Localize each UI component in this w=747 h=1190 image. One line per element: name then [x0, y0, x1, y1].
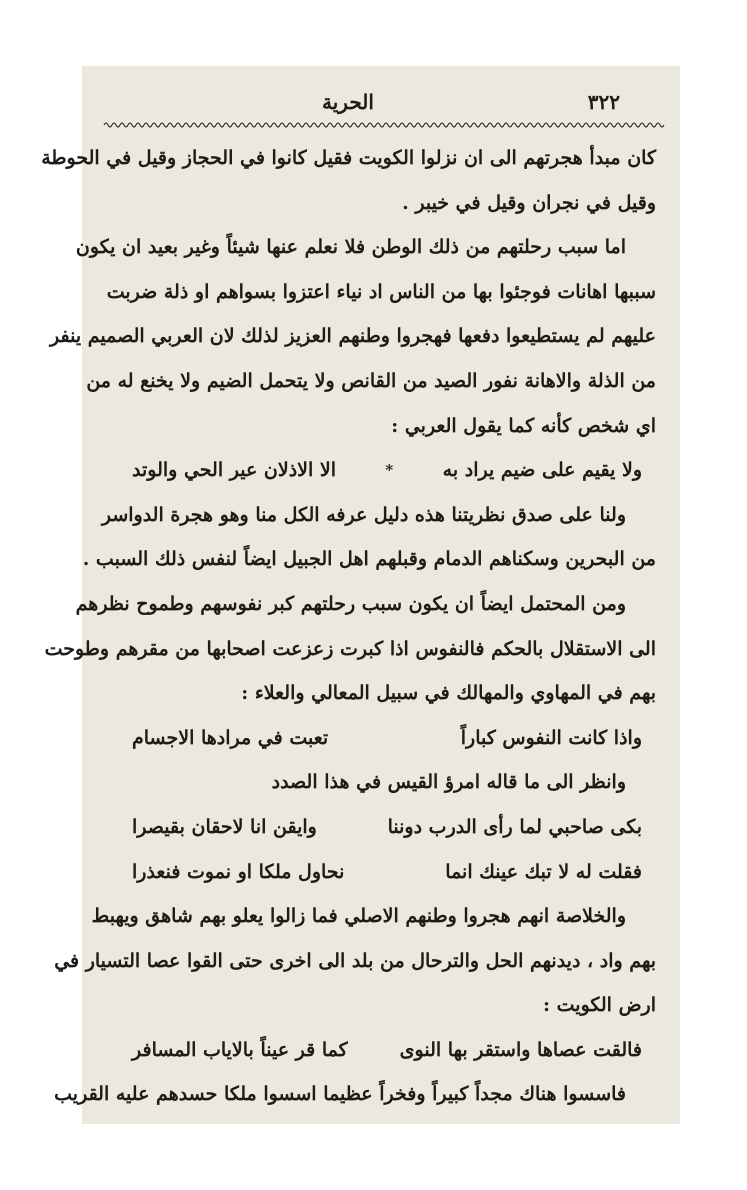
- text-line: كان مبدأ هجرتهم الى ان نزلوا الكويت فقيل كانوا في الحجاز وقيل في الحوطة: [41, 147, 656, 169]
- text-line: ومن المحتمل ايضاً ان يكون سبب رحلتهم كبر نفوسهم وطموح نظرهم: [75, 592, 626, 615]
- poem-verse: [108, 716, 656, 761]
- verse-second-hemistich: الا الاذلان عير الحي والوتد: [132, 459, 336, 482]
- verse-second-hemistich: تعبت في مرادها الاجسام: [132, 726, 329, 749]
- text-line: سببها اهانات فوجئوا بها من الناس اد نياء اعتزوا بسواهم او ذلة ضربت: [106, 280, 656, 303]
- page-header: [82, 88, 680, 118]
- text-line: من الذلة والاهانة نفور الصيد من القانص ولا يتحمل الضيم ولا يخنع له من: [86, 369, 656, 392]
- text-line: ارض الكويت :: [543, 994, 656, 1017]
- verse-first-hemistich: فقلت له لا تبك عينك انما: [445, 860, 642, 883]
- verse-second-hemistich: وايقن انا لاحقان بقيصرا: [132, 815, 317, 838]
- page-number: ٣٢٢: [587, 90, 620, 114]
- text-line: اي شخص كأنه كما يقول العربي :: [391, 414, 656, 437]
- text-line: وقيل في نجران وقيل في خيبر .: [402, 191, 656, 214]
- verse-first-hemistich: فالقت عصاها واستقر بها النوى: [399, 1038, 642, 1061]
- text-line: ولنا على صدق نظريتنا هذه دليل عرفه الكل منا وهو هجرة الدواسر: [101, 503, 626, 526]
- verse-first-hemistich: ولا يقيم على ضيم يراد به: [442, 459, 642, 482]
- text-line: والخلاصة انهم هجروا وطنهم الاصلي فما زالوا يعلو بهم شاهق ويهبط: [91, 905, 626, 928]
- text-line: الى الاستقلال بالحكم فالنفوس اذا كبرت زعزعت اصحابها من مقرهم وطوحت: [44, 637, 656, 660]
- poem-verse: [108, 850, 656, 895]
- running-title: الحرية: [322, 90, 374, 114]
- text-line: بهم واد ، ديدنهم الحل والترحال من بلد الى اخرى حتى القوا عصا التسيار في: [54, 949, 656, 972]
- text-line: من البحرين وسكناهم الدمام وقبلهم اهل الجبيل ايضاً لنفس ذلك السبب .: [82, 548, 656, 571]
- verse-first-hemistich: واذا كانت النفوس كباراً: [460, 726, 642, 749]
- page-body: [41, 136, 656, 1117]
- poem-verse: [108, 1028, 656, 1073]
- wavy-divider: [104, 120, 660, 130]
- text-line: فاسسوا هناك مجداً كبيراً وفخراً عظيما اسسوا ملكا حسدهم عليه القريب: [54, 1083, 626, 1106]
- text-line: بهم في المهاوي والمهالك في سبيل المعالي والعلاء :: [241, 682, 656, 705]
- text-line: عليهم لم يستطيعوا دفعها فهجروا وطنهم العزيز لذلك لان العربي الصميم ينفر: [50, 325, 656, 348]
- verse-second-hemistich: نحاول ملكا او نموت فنعذرا: [132, 860, 345, 883]
- poem-verse: [108, 448, 656, 493]
- text-line: اما سبب رحلتهم من ذلك الوطن فلا نعلم عنها شيئاً وغير بعيد ان يكون: [75, 236, 626, 259]
- verse-first-hemistich: بكى صاحبي لما رأى الدرب دوننا: [387, 815, 642, 838]
- verse-separator: *: [385, 461, 394, 480]
- verse-second-hemistich: كما قر عيناً بالاياب المسافر: [132, 1038, 348, 1061]
- poem-verse: [108, 805, 656, 850]
- book-page: [41, 66, 680, 1124]
- text-line: وانظر الى ما قاله امرؤ القيس في هذا الصدد: [271, 771, 626, 794]
